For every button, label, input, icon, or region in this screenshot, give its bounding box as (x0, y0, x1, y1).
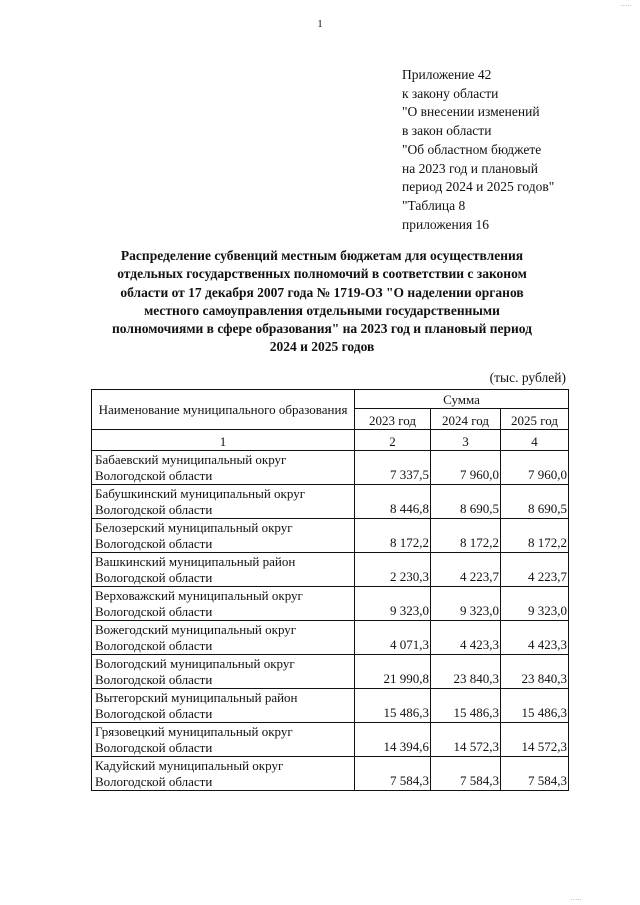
amount-2024: 9 323,0 (431, 587, 501, 621)
document-title (80, 247, 564, 357)
municipality-name-cell (92, 621, 355, 655)
table-row (92, 723, 569, 757)
amount-2024: 4 423,3 (431, 621, 501, 655)
title-line: Распределение субвенций местным бюджетам для осуществления (120, 248, 524, 263)
municipality-region: Вологодской области (95, 706, 213, 721)
amount-2023: 7 584,3 (355, 757, 431, 791)
appendix-line: "О внесении изменений (402, 104, 540, 120)
municipality-name-cell (92, 553, 355, 587)
municipality-name-cell (92, 451, 355, 485)
municipality-name: Вытегорский муниципальный район (95, 690, 298, 705)
amount-2023: 2 230,3 (355, 553, 431, 587)
amount-2025: 4 223,7 (501, 553, 569, 587)
header-year-2023: 2023 год (355, 409, 431, 430)
municipality-name: Вашкинский муниципальный район (95, 554, 296, 569)
title-line: 2024 и 2025 годов (269, 339, 375, 355)
table-row (92, 451, 569, 485)
municipality-name: Кадуйский муниципальный округ (95, 758, 284, 773)
corner-mark: ····· (620, 2, 632, 10)
header-name-cell: Наименование муниципального образования (92, 390, 355, 430)
amount-2023: 7 337,5 (355, 451, 431, 485)
title-line: отдельных государственных полномочий в соответствии с законом (117, 266, 527, 282)
amount-2023: 15 486,3 (355, 689, 431, 723)
municipality-name-cell (92, 485, 355, 519)
amount-2024: 8 690,5 (431, 485, 501, 519)
appendix-note (402, 66, 554, 234)
municipality-name-cell (92, 519, 355, 553)
municipality-region: Вологодской области (95, 604, 213, 619)
title-line: области от 17 декабря 2007 года № 1719-ОЗ "О наделении органов (120, 284, 524, 300)
table-body (92, 451, 569, 791)
title-line: местного самоуправления отдельными государственными (144, 302, 500, 318)
table-row (92, 519, 569, 553)
col-number: 4 (501, 430, 569, 451)
appendix-line: на 2023 год и плановый (402, 160, 538, 176)
col-number: 3 (431, 430, 501, 451)
amount-2024: 8 172,2 (431, 519, 501, 553)
header-sum-cell: Сумма (355, 390, 569, 409)
municipality-region: Вологодской области (95, 672, 213, 687)
amount-2025: 4 423,3 (501, 621, 569, 655)
table-row (92, 587, 569, 621)
appendix-line: Приложение 42 (402, 67, 492, 82)
municipality-region: Вологодской области (95, 774, 213, 789)
col-number: 2 (355, 430, 431, 451)
municipality-name: Грязовецкий муниципальный округ (95, 724, 293, 739)
col-number: 1 (92, 430, 355, 451)
amount-2025: 9 323,0 (501, 587, 569, 621)
municipality-region: Вологодской области (95, 740, 213, 755)
table-row (92, 655, 569, 689)
amount-2024: 7 960,0 (431, 451, 501, 485)
municipality-name-cell (92, 689, 355, 723)
amount-2023: 4 071,3 (355, 621, 431, 655)
title-line: полномочиями в сфере образования" на 2023 год и плановый период (112, 321, 532, 337)
municipality-name-cell (92, 655, 355, 689)
header-year-2024: 2024 год (431, 409, 501, 430)
amount-2024: 14 572,3 (431, 723, 501, 757)
header-year-2025: 2025 год (501, 409, 569, 430)
amount-2023: 8 446,8 (355, 485, 431, 519)
municipality-name: Белозерский муниципальный округ (95, 520, 293, 535)
municipality-name: Вологодский муниципальный округ (95, 656, 295, 671)
municipality-region: Вологодской области (95, 638, 213, 653)
units-label: (тыс. рублей) (489, 370, 566, 385)
municipality-region: Вологодской области (95, 468, 213, 483)
municipality-name: Верховажский муниципальный округ (95, 588, 303, 603)
amount-2023: 14 394,6 (355, 723, 431, 757)
municipality-name-cell (92, 587, 355, 621)
municipality-name: Вожегодский муниципальный округ (95, 622, 297, 637)
appendix-line: в закон области (402, 123, 492, 139)
amount-2024: 7 584,3 (431, 757, 501, 791)
appendix-line: "Таблица 8 (402, 197, 466, 213)
table-row (92, 621, 569, 655)
appendix-line: к закону области (402, 85, 499, 101)
appendix-line: приложения 16 (402, 216, 490, 232)
corner-mark: ····· (570, 896, 582, 904)
municipality-name: Бабаевский муниципальный округ (95, 452, 287, 467)
amount-2024: 15 486,3 (431, 689, 501, 723)
municipality-name-cell (92, 757, 355, 791)
municipality-region: Вологодской области (95, 502, 213, 517)
amount-2025: 14 572,3 (501, 723, 569, 757)
appendix-line: период 2024 и 2025 годов" (402, 179, 555, 195)
table-header-row (92, 390, 569, 409)
amount-2023: 9 323,0 (355, 587, 431, 621)
amount-2025: 7 584,3 (501, 757, 569, 791)
table-row (92, 757, 569, 791)
amount-2024: 23 840,3 (431, 655, 501, 689)
municipality-name: Бабушкинский муниципальный округ (95, 486, 306, 501)
table-row (92, 689, 569, 723)
amount-2025: 23 840,3 (501, 655, 569, 689)
municipality-region: Вологодской области (95, 570, 213, 585)
municipality-name-cell (92, 723, 355, 757)
subsidies-table (91, 389, 569, 791)
amount-2025: 8 172,2 (501, 519, 569, 553)
appendix-line: "Об областном бюджете (402, 141, 542, 157)
municipality-region: Вологодской области (95, 536, 213, 551)
amount-2025: 7 960,0 (501, 451, 569, 485)
page-number: 1 (317, 18, 323, 30)
amount-2025: 15 486,3 (501, 689, 569, 723)
table-row (92, 553, 569, 587)
table-row (92, 485, 569, 519)
amount-2024: 4 223,7 (431, 553, 501, 587)
table-column-numbers-row (92, 430, 569, 451)
amount-2023: 8 172,2 (355, 519, 431, 553)
amount-2025: 8 690,5 (501, 485, 569, 519)
amount-2023: 21 990,8 (355, 655, 431, 689)
